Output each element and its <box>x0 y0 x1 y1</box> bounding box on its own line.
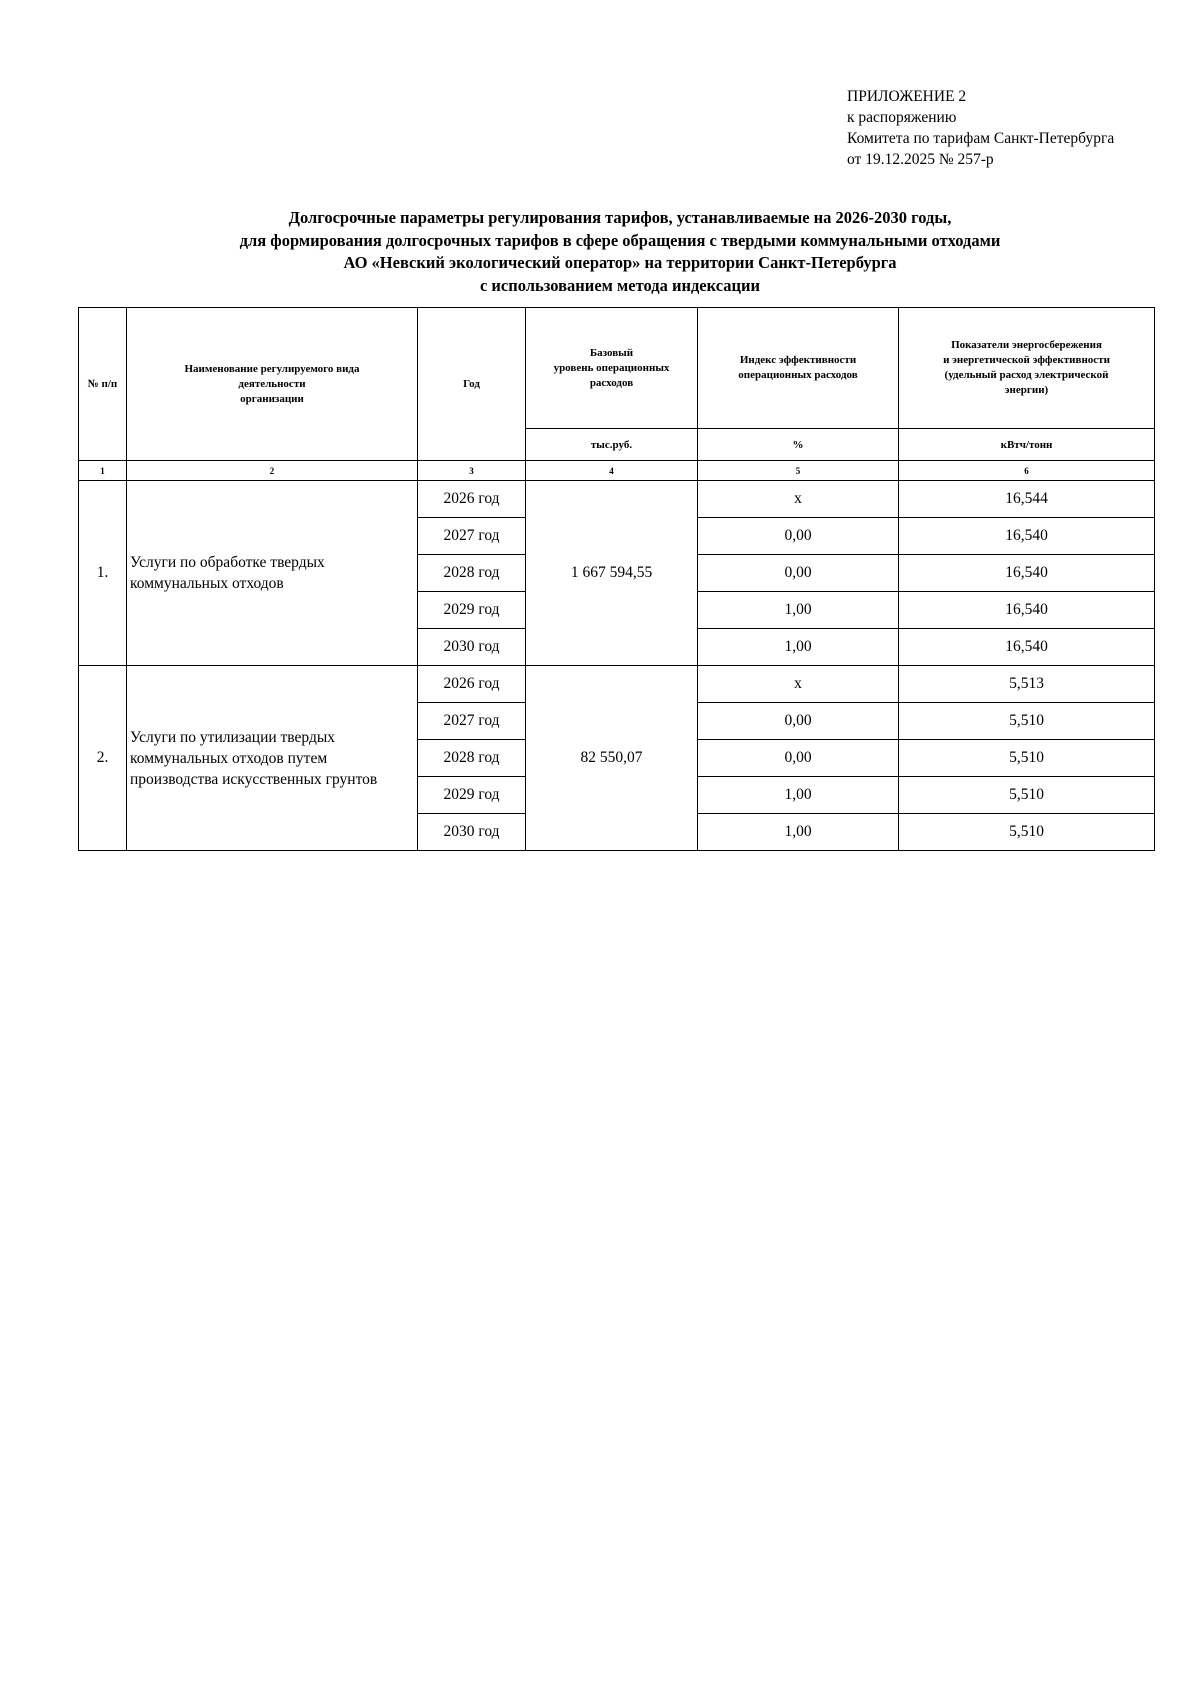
energy-consumption-cell: 16,540 <box>899 629 1155 666</box>
header-energy-line: Показатели энергосбережения <box>951 339 1102 351</box>
column-number-row <box>79 461 1155 481</box>
year-cell: 2029 год <box>418 592 526 629</box>
energy-consumption-cell: 16,540 <box>899 518 1155 555</box>
year-cell: 2027 год <box>418 703 526 740</box>
column-number: 1 <box>79 461 127 481</box>
year-cell: 2026 год <box>418 666 526 703</box>
column-number: 2 <box>127 461 418 481</box>
service-name <box>127 481 418 666</box>
table-row <box>79 481 1155 518</box>
year-cell: 2028 год <box>418 740 526 777</box>
service-name-line: Услуги по обработке твердых <box>130 554 325 571</box>
year-cell: 2028 год <box>418 555 526 592</box>
unit-index: % <box>698 429 899 461</box>
header-energy <box>899 308 1155 429</box>
service-name-line: коммунальных отходов путем <box>130 749 328 767</box>
service-number: 1. <box>79 481 127 666</box>
efficiency-index-cell: 0,00 <box>698 703 899 740</box>
energy-consumption-cell: 5,510 <box>899 703 1155 740</box>
efficiency-index-cell: 1,00 <box>698 629 899 666</box>
energy-consumption-cell: 5,510 <box>899 814 1155 851</box>
header-base-line: уровень операционных <box>553 361 670 374</box>
energy-consumption-cell: 16,540 <box>899 555 1155 592</box>
column-number: 4 <box>526 461 698 481</box>
base-cost-cell: 82 550,07 <box>526 666 698 851</box>
header-base-line: расходов <box>589 376 634 389</box>
column-number: 6 <box>899 461 1155 481</box>
efficiency-index-cell: x <box>698 481 899 518</box>
service-number: 2. <box>79 666 127 851</box>
unit-base: тыс.руб. <box>526 429 698 461</box>
efficiency-index-cell: x <box>698 666 899 703</box>
header-num: № п/п <box>79 308 127 461</box>
service-name-line: производства искусственных грунтов <box>130 770 378 788</box>
energy-consumption-cell: 16,540 <box>899 592 1155 629</box>
base-cost-cell: 1 667 594,55 <box>526 481 698 666</box>
unit-energy: кВтч/тонн <box>899 429 1155 461</box>
annex-block <box>847 86 1114 170</box>
table-row <box>79 666 1155 703</box>
year-cell: 2030 год <box>418 814 526 851</box>
service-name <box>127 666 418 851</box>
efficiency-index-cell: 0,00 <box>698 555 899 592</box>
efficiency-index-cell: 1,00 <box>698 777 899 814</box>
parameters-table <box>78 307 1155 851</box>
header-name-line: Наименование регулируемого вида <box>184 362 360 375</box>
efficiency-index-cell: 1,00 <box>698 592 899 629</box>
title-line: АО «Невский экологический оператор» на территории Санкт-Петербурга <box>343 253 897 272</box>
header-index-line: операционных расходов <box>738 369 858 381</box>
title-line: Долгосрочные параметры регулирования тарифов, устанавливаемые на 2026-2030 годы, <box>288 208 952 227</box>
annex-line: к распоряжению <box>847 109 957 126</box>
header-index-line: Индекс эффективности <box>739 354 857 366</box>
header-index <box>698 308 899 429</box>
header-name <box>127 308 418 461</box>
header-name-line: деятельности <box>238 377 306 390</box>
header-energy-line: и энергетической эффективности <box>943 354 1110 366</box>
title-line: с использованием метода индексации <box>479 275 761 295</box>
header-name-line: организации <box>240 392 304 405</box>
efficiency-index-cell: 1,00 <box>698 814 899 851</box>
service-name-line: Услуги по утилизации твердых <box>130 728 336 746</box>
energy-consumption-cell: 5,510 <box>899 740 1155 777</box>
header-base <box>526 308 698 429</box>
column-number: 3 <box>418 461 526 481</box>
annex-date: от 19.12.2025 № 257-р <box>847 151 994 168</box>
efficiency-index-cell: 0,00 <box>698 518 899 555</box>
year-cell: 2026 год <box>418 481 526 518</box>
year-cell: 2027 год <box>418 518 526 555</box>
energy-consumption-cell: 5,510 <box>899 777 1155 814</box>
document-title <box>60 207 1180 297</box>
header-energy-line: (удельный расход электрической <box>944 369 1109 381</box>
energy-consumption-cell: 5,513 <box>899 666 1155 703</box>
efficiency-index-cell: 0,00 <box>698 740 899 777</box>
header-year: Год <box>418 308 526 461</box>
annex-line: Комитета по тарифам Санкт-Петербурга <box>847 130 1115 147</box>
year-cell: 2029 год <box>418 777 526 814</box>
header-energy-line: энергии) <box>1004 384 1049 396</box>
service-name-line: коммунальных отходов <box>130 575 284 592</box>
energy-consumption-cell: 16,544 <box>899 481 1155 518</box>
year-cell: 2030 год <box>418 629 526 666</box>
annex-title: ПРИЛОЖЕНИЕ 2 <box>847 88 967 105</box>
column-number: 5 <box>698 461 899 481</box>
header-base-line: Базовый <box>589 346 634 359</box>
title-line: для формирования долгосрочных тарифов в сфере обращения с твердыми коммунальными отходами <box>239 230 1001 250</box>
